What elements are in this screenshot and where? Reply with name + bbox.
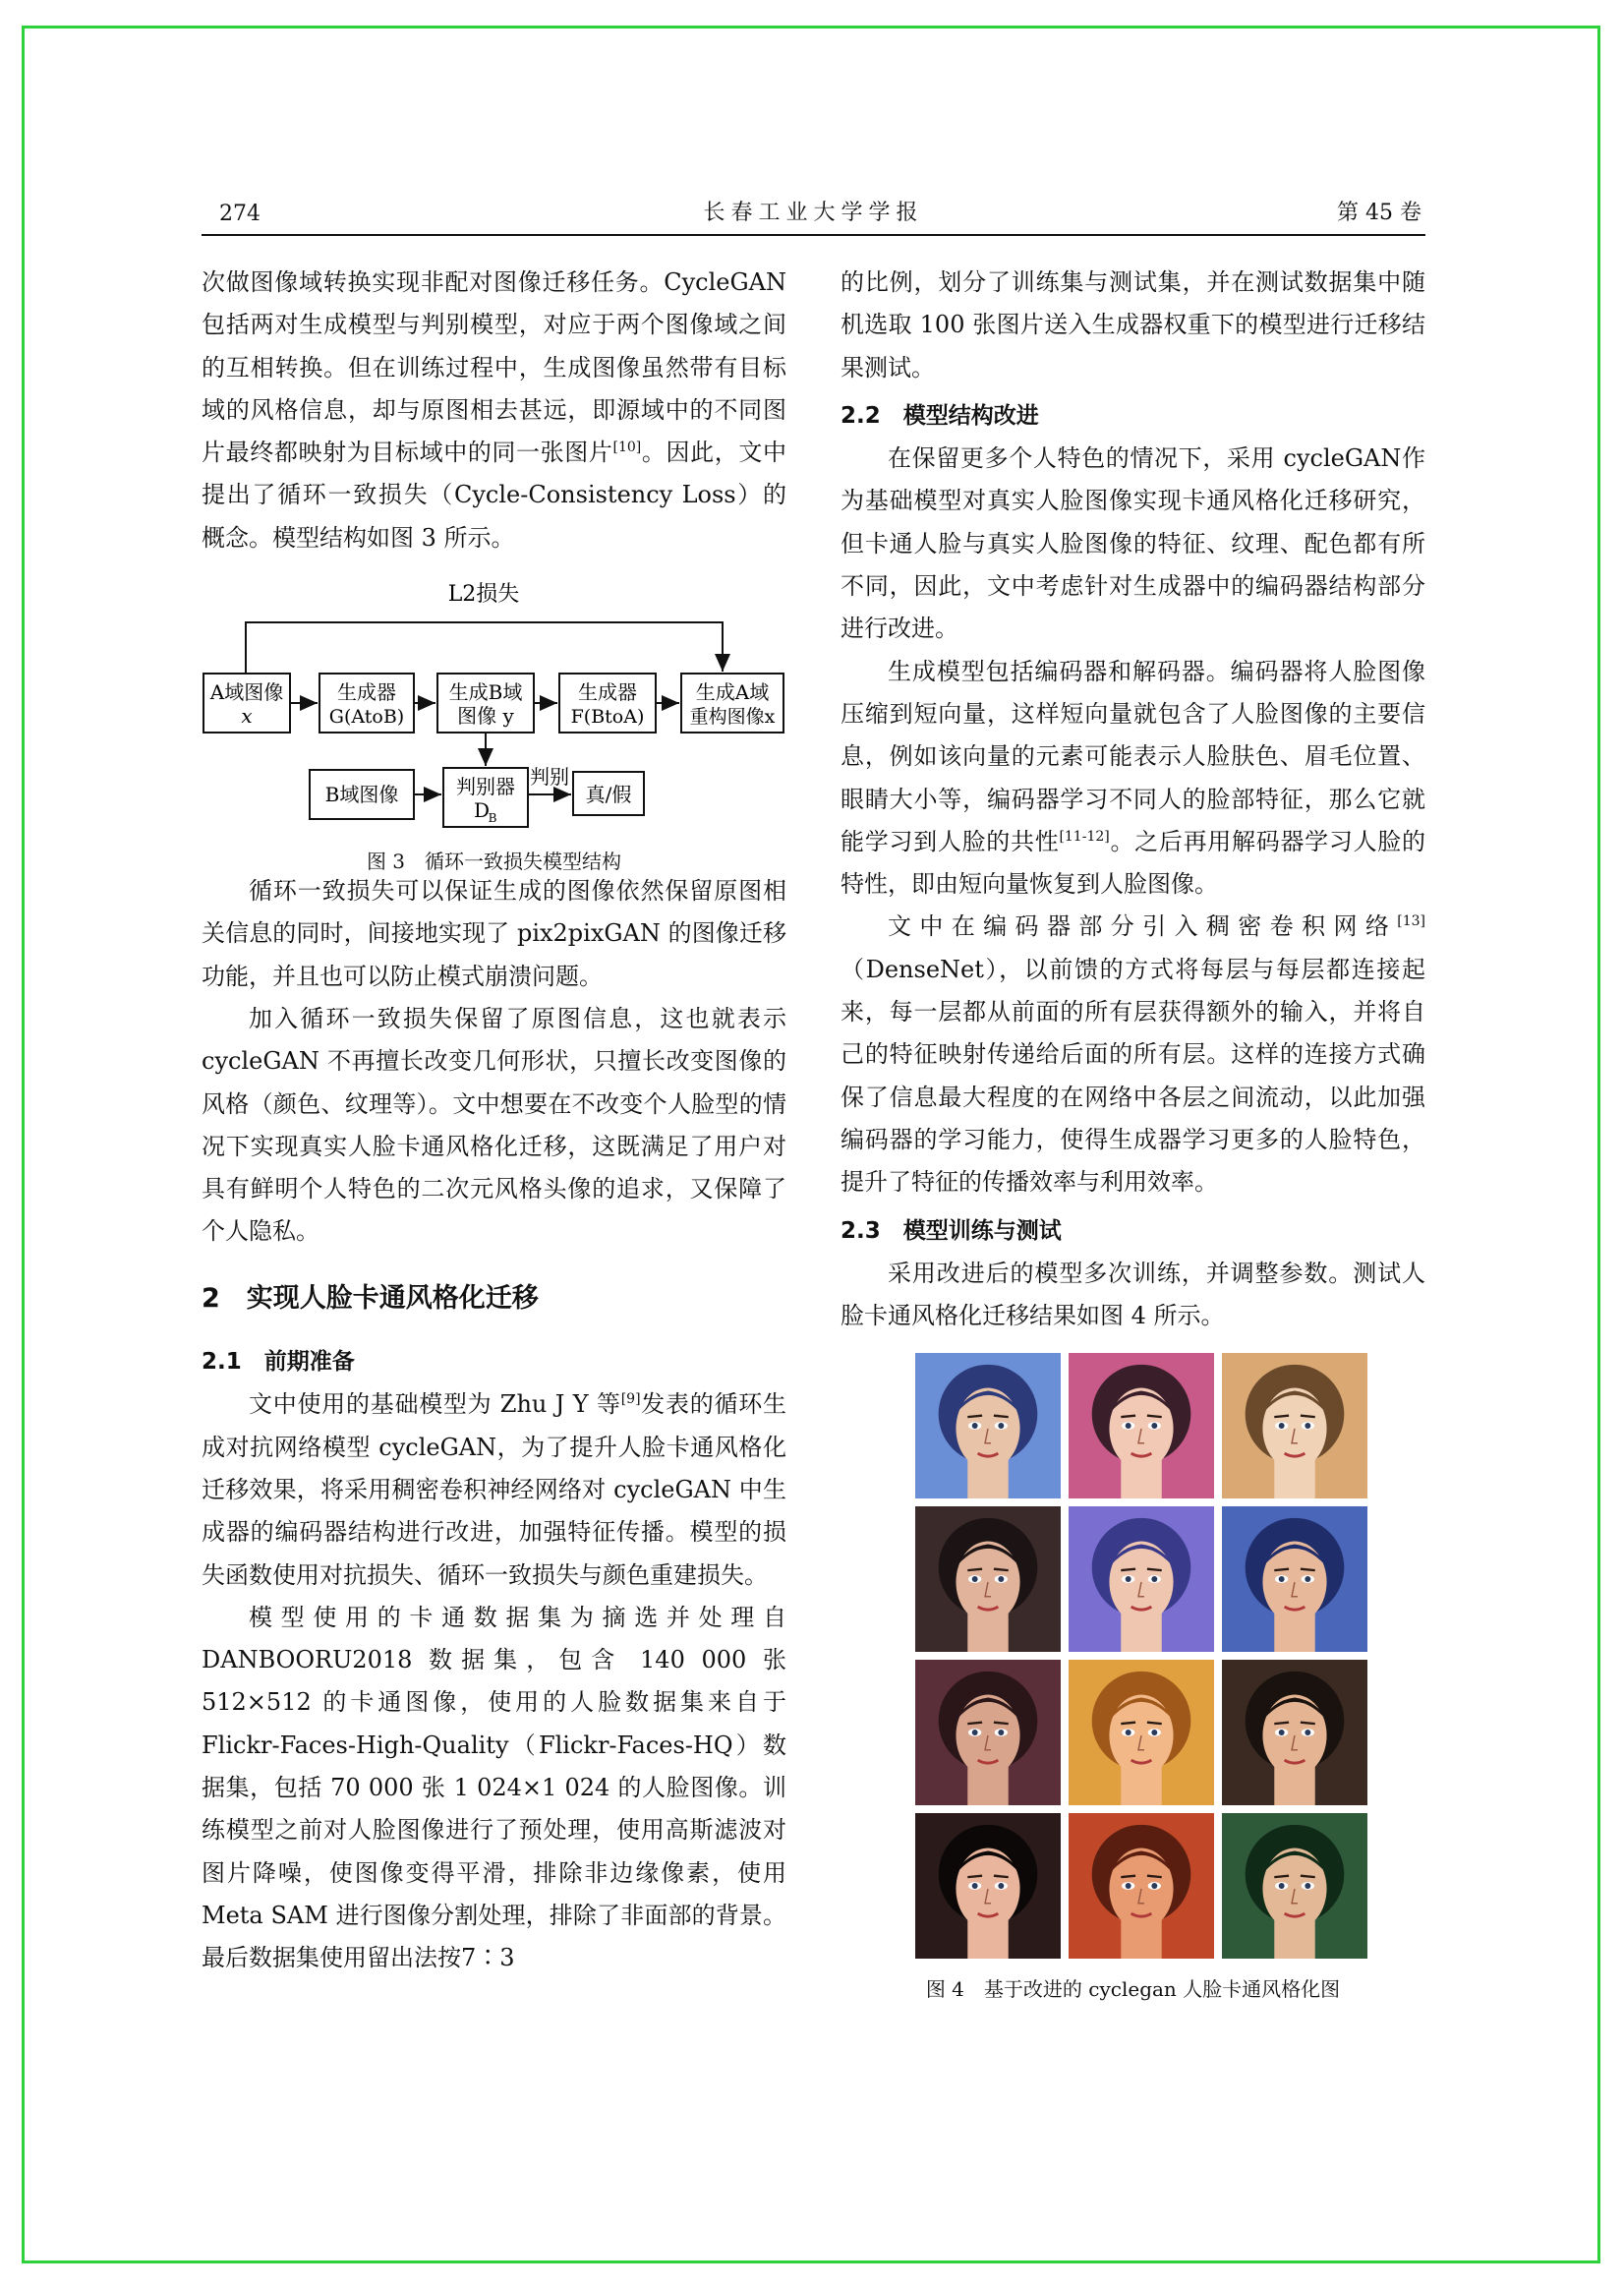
loop-label: L2损失 <box>447 582 520 608</box>
citation[interactable]: [10] <box>612 440 642 456</box>
figure-4 <box>841 1353 1425 2004</box>
section-heading-2: 2 实现人脸卡通风格化迁移 <box>202 1282 539 1314</box>
figure-4-caption: 图 4 基于改进的 cyclegan 人脸卡通风格化图 <box>925 1977 1341 2002</box>
figure-3-caption: 图 3 循环一致损失模型结构 <box>366 850 622 874</box>
svg-text:D: D <box>473 798 491 823</box>
cartoon-face-image <box>915 1813 1061 1959</box>
cartoon-face-image <box>1069 1506 1214 1652</box>
cartoon-face-image <box>915 1660 1061 1805</box>
cartoon-face-image <box>1069 1660 1214 1805</box>
paragraph: 生成模型包括编码器和解码器。编码器将人脸图像压缩到短向量，这样短向量就包含了人脸图像的主要信息，例如该向量的元素可能表示人脸肤色、眉毛位置、眼睛大小等，编码器学习不同人的脸部特征，那么它就能学习到人脸的共性[11-12]。之后再用解码器学习人脸的特性，即由短向量恢复到人脸图像。 <box>841 657 1426 899</box>
citation[interactable]: [9] <box>620 1391 641 1408</box>
paragraph: 循环一致损失可以保证生成的图像依然保留原图相关信息的同时，间接地实现了 pix2pixGAN 的图像迁移功能，并且也可以防止模式崩溃问题。 <box>202 877 786 990</box>
cartoon-face-image <box>1222 1353 1367 1498</box>
svg-text:F(BtoA): F(BtoA) <box>570 706 645 729</box>
right-column <box>841 262 1425 2004</box>
cartoon-face-image <box>1069 1813 1214 1959</box>
cartoon-face-image <box>1222 1813 1367 1959</box>
cartoon-face-image <box>915 1353 1061 1498</box>
svg-text:G(AtoB): G(AtoB) <box>328 706 405 729</box>
volume-label: 第 45 卷 <box>1337 201 1421 225</box>
paragraph: 文中在编码器部分引入稠密卷积网络[13]（DenseNet），以前馈的方式将每层与每层都连接起来，每一层都从前面的所有层获得额外的输入，并将自己的特征映射传递给后面的所有层。这样的连接方式确保了信息最大程度的在网络中各层之间流动，以此加强编码器的学习能力，使得生成器学习更多的人脸特色，提升了特征的传播效率与利用效率。 <box>841 912 1425 1197</box>
svg-text:生成A域: 生成A域 <box>695 680 770 705</box>
svg-text:生成B域: 生成B域 <box>448 680 523 705</box>
citation[interactable]: [11-12] <box>1059 828 1110 845</box>
svg-text:生成器: 生成器 <box>578 680 637 705</box>
svg-text:B域图像: B域图像 <box>324 783 399 807</box>
paragraph: 文中使用的基础模型为 Zhu J Y 等[9]发表的循环生成对抗网络模型 cycleGAN，为了提升人脸卡通风格化迁移效果，将采用稠密卷积神经网络对 cycleGAN 中生成器的编码器结构进行改进，加强特征传播。模型的损失函数使用对抗损失、循环一致损失与颜色重建损失。 <box>202 1390 786 1589</box>
svg-text:重构图像x: 重构图像x <box>689 706 776 729</box>
paragraph: 加入循环一致损失保留了原图信息，这也就表示 cycleGAN 不再擅长改变几何形状，只擅长改变图像的风格（颜色、纹理等）。文中想要在不改变个人脸型的情况下实现真实人脸卡通风格化迁移，这既满足了用户对具有鲜明个人特色的二次元风格头像的追求，又保障了个人隐私。 <box>202 1004 786 1246</box>
cartoon-face-image <box>1069 1353 1214 1498</box>
citation[interactable]: [13] <box>1397 913 1425 930</box>
section-heading-2-3: 2.3 模型训练与测试 <box>841 1217 1062 1244</box>
cartoon-face-image <box>1222 1506 1367 1652</box>
journal-title: 长春工业大学学报 <box>703 201 924 225</box>
left-column <box>202 262 786 1980</box>
judge-label: 判别 <box>530 765 569 790</box>
paragraph: 次做图像域转换实现非配对图像迁移任务。CycleGAN包括两对生成模型与判别模型，对应于两个图像域之间的互相转换。但在训练过程中，生成图像虽然带有目标域的风格信息，却与原图相去甚远，即源域中的不同图片最终都映射为目标域中的同一张图片[10]。因此，文中提出了循环一致损失（Cycle-Consistency Loss）的概念。模型结构如图 3 所示。 <box>202 268 786 552</box>
section-heading-2-2: 2.2 模型结构改进 <box>841 402 1039 429</box>
cycle-loss-diagram <box>202 565 786 833</box>
svg-text:真/假: 真/假 <box>585 783 632 807</box>
svg-text:B: B <box>488 811 497 826</box>
paragraph: 在保留更多个人特色的情况下，采用 cycleGAN作为基础模型对真实人脸图像实现卡通风格化迁移研究，但卡通人脸与真实人脸图像的特征、纹理、配色都有所不同，因此，文中考虑针对生成器中的编码器结构部分进行改进。 <box>841 444 1425 643</box>
paragraph: 模型使用的卡通数据集为摘选并处理自 DANBOORU2018 数据集，包含 140 000 张 512×512 的卡通图像，使用的人脸数据集来自于 Flickr-Faces-High-Quality（Flickr-Faces-HQ）数据集，包括 70 000 张 1 024×1 024 的人脸图像。训练模型之前对人脸图像进行了预处理，使用高斯滤波对图片降噪，使图像变得平滑，排除非边缘像素，使用 Meta SAM 进行图像分割处理，排除了非面部的背景。最后数据集使用留出法按7∶3 <box>202 1603 786 1972</box>
svg-text:生成器: 生成器 <box>337 680 396 705</box>
cartoon-face-image <box>915 1506 1061 1652</box>
svg-text:判别器: 判别器 <box>456 775 515 799</box>
running-header <box>202 195 1425 236</box>
svg-text:A域图像: A域图像 <box>209 680 284 705</box>
paragraph: 采用改进后的模型多次训练，并调整参数。测试人脸卡通风格化迁移结果如图 4 所示。 <box>841 1259 1425 1330</box>
paragraph: 的比例，划分了训练集与测试集，并在测试数据集中随机选取 100 张图片送入生成器权重下的模型进行迁移结果测试。 <box>841 268 1425 382</box>
page-number: 274 <box>219 202 261 226</box>
svg-text:图像 y: 图像 y <box>457 704 514 729</box>
cartoon-face-grid <box>915 1353 1367 1955</box>
svg-text:x: x <box>241 704 253 729</box>
figure-3-diagram <box>202 565 786 874</box>
section-heading-2-1: 2.1 前期准备 <box>202 1349 355 1376</box>
cartoon-face-image <box>1222 1660 1367 1805</box>
loop-line <box>246 622 723 674</box>
